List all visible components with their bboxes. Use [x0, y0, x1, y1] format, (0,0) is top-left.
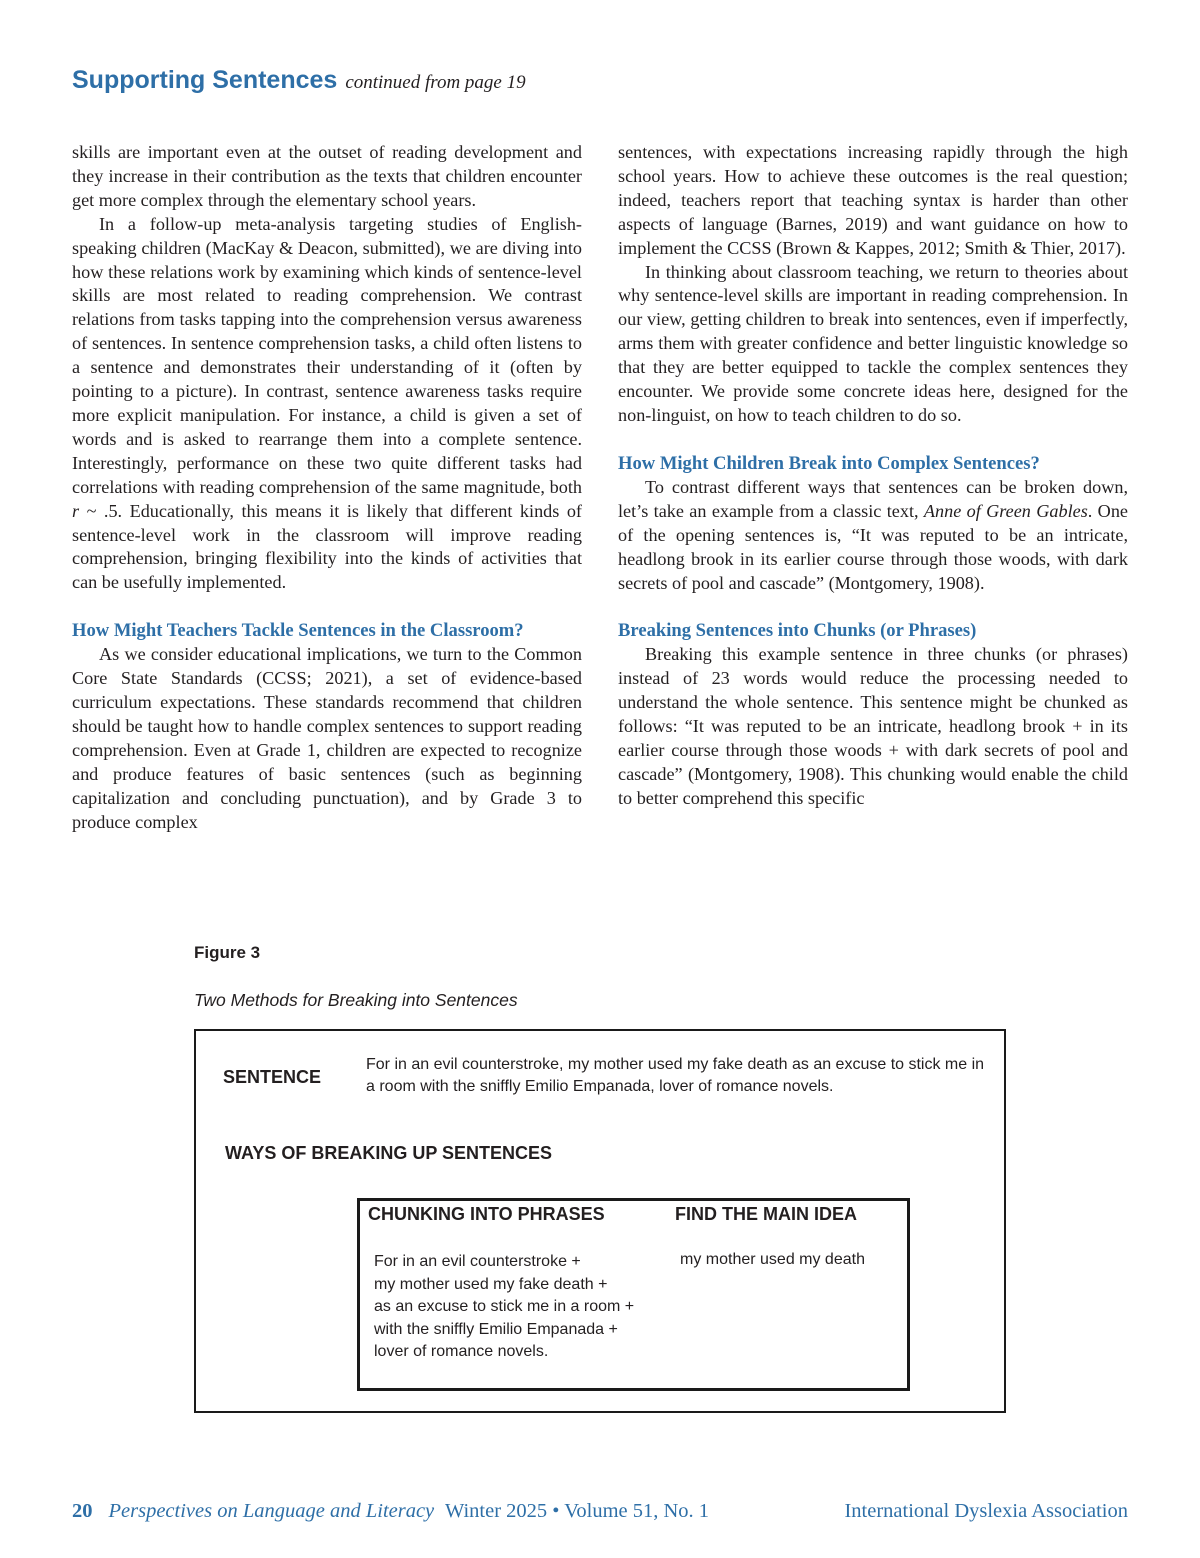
chunking-heading: CHUNKING INTO PHRASES	[368, 1204, 605, 1224]
list-item: For in an evil counterstroke +	[374, 1253, 581, 1270]
paragraph: skills are important even at the outset of reading development and they increase in their contribution as the texts that children encounter get more complex through the elementary school years.	[72, 142, 582, 210]
figure-caption: Two Methods for Breaking into Sentences	[194, 990, 518, 1010]
section-heading: How Might Children Break into Complex Sentences?	[618, 452, 1040, 474]
issue-info: Winter 2025 • Volume 51, No. 1	[444, 1500, 710, 1522]
section-heading: How Might Teachers Tackle Sentences in the Classroom?	[72, 620, 524, 642]
list-item: with the sniffly Emilio Empanada +	[374, 1320, 618, 1338]
organization-name: International Dyslexia Association	[844, 1500, 1128, 1522]
page-footer	[72, 1500, 1128, 1523]
paragraph: In a follow-up meta-analysis targeting studies of English-speaking children (MacKay & Deacon, submitted), we are diving into how these relations work by examining which kinds of sentence-level skills are most related to reading comprehension. We contrast relations from tasks tapping into the comprehension versus awareness of sentences. In sentence comprehension tasks, a child often listens to a sentence and demonstrates their understanding of it (often by pointing to a picture). In contrast, sentence awareness tasks require more explicit manipulation. For instance, a child is given a set of words and is asked to rearrange them into a complete sentence. Interestingly, performance on these two quite different tasks had correlations with reading comprehension of the same magnitude, both r ~ .5. Educationally, this means it is likely that different kinds of sentence-level work in the classroom will improve reading comprehension, bringing flexibility into the kinds of activities that can be usefully implemented.	[72, 213, 582, 593]
continued-note: continued from page 19	[345, 72, 526, 93]
sentence-text: For in an evil counterstroke, my mother used my fake death as an excuse to stick me in a room with the sniffly Emilio Empanada, lover of romance novels.	[366, 1056, 985, 1095]
list-item: lover of romance novels.	[374, 1343, 549, 1360]
list-item: as an excuse to stick me in a room +	[374, 1298, 635, 1315]
paragraph: To contrast different ways that sentences can be broken down, let’s take an example from a classic text, Anne of Green Gables. One of the opening sentences is, “It was reputed to be an intricate, headlong brook in its earlier course through those woods, with dark secrets of pool and cascade” (Montgomery, 1908).	[618, 476, 1128, 593]
journal-name: Perspectives on Language and Literacy	[108, 1500, 435, 1522]
section-heading: Breaking Sentences into Chunks (or Phrases)	[618, 620, 977, 642]
ways-label: WAYS OF BREAKING UP SENTENCES	[225, 1143, 553, 1163]
page-number: 20	[72, 1500, 93, 1522]
methods-box	[357, 1198, 910, 1391]
left-column	[72, 141, 582, 834]
book-title: Anne of Green Gables	[923, 500, 1088, 521]
main-idea-text: my mother used my death	[680, 1251, 865, 1268]
main-idea-heading: FIND THE MAIN IDEA	[675, 1204, 857, 1224]
article-title: Supporting Sentences	[72, 66, 338, 94]
figure-box	[194, 1029, 1006, 1413]
figure-label: Figure 3	[194, 943, 261, 962]
chunk-list	[374, 1251, 634, 1364]
paragraph: sentences, with expectations increasing rapidly through the high school years. How to achieve these outcomes is the real question; indeed, teachers report that teaching syntax is harder than other aspects of language (Barnes, 2019) and want guidance on how to implement the CCSS (Brown & Kappes, 2012; Smith & Thier, 2017).	[618, 142, 1128, 258]
paragraph: As we consider educational implications, we turn to the Common Core State Standards (CCSS; 2021), a set of evidence-based curriculum expectations. These standards recommend that children should be taught how to handle complex sentences to support reading comprehension. Even at Grade 1, children are expected to recognize and produce features of basic sentences (such as beginning capitalization and concluding punctuation), and by Grade 3 to produce complex	[72, 644, 582, 832]
paragraph: Breaking this example sentence in three chunks (or phrases) instead of 23 words would reduce the processing needed to understand the whole sentence. This sentence might be chunked as follows: “It was reputed to be an intricate, headlong brook + in its earlier course through those woods + with dark secrets of pool and cascade” (Montgomery, 1908). This chunking would enable the child to better comprehend this specific	[618, 644, 1128, 808]
list-item: my mother used my fake death +	[374, 1275, 608, 1293]
sentence-label: SENTENCE	[223, 1067, 322, 1087]
paragraph: In thinking about classroom teaching, we return to theories about why sentence-level skills are important in reading comprehension. In our view, getting children to break into sentences, even if imperfectly, arms them with greater confidence and better linguistic knowledge so that they are better equipped to tackle the complex sentences they encounter. We provide some concrete ideas here, designed for the non-linguist, on how to teach children to do so.	[618, 261, 1128, 425]
stat-symbol: r	[72, 500, 80, 521]
page-header	[72, 66, 526, 95]
right-column	[618, 141, 1128, 811]
